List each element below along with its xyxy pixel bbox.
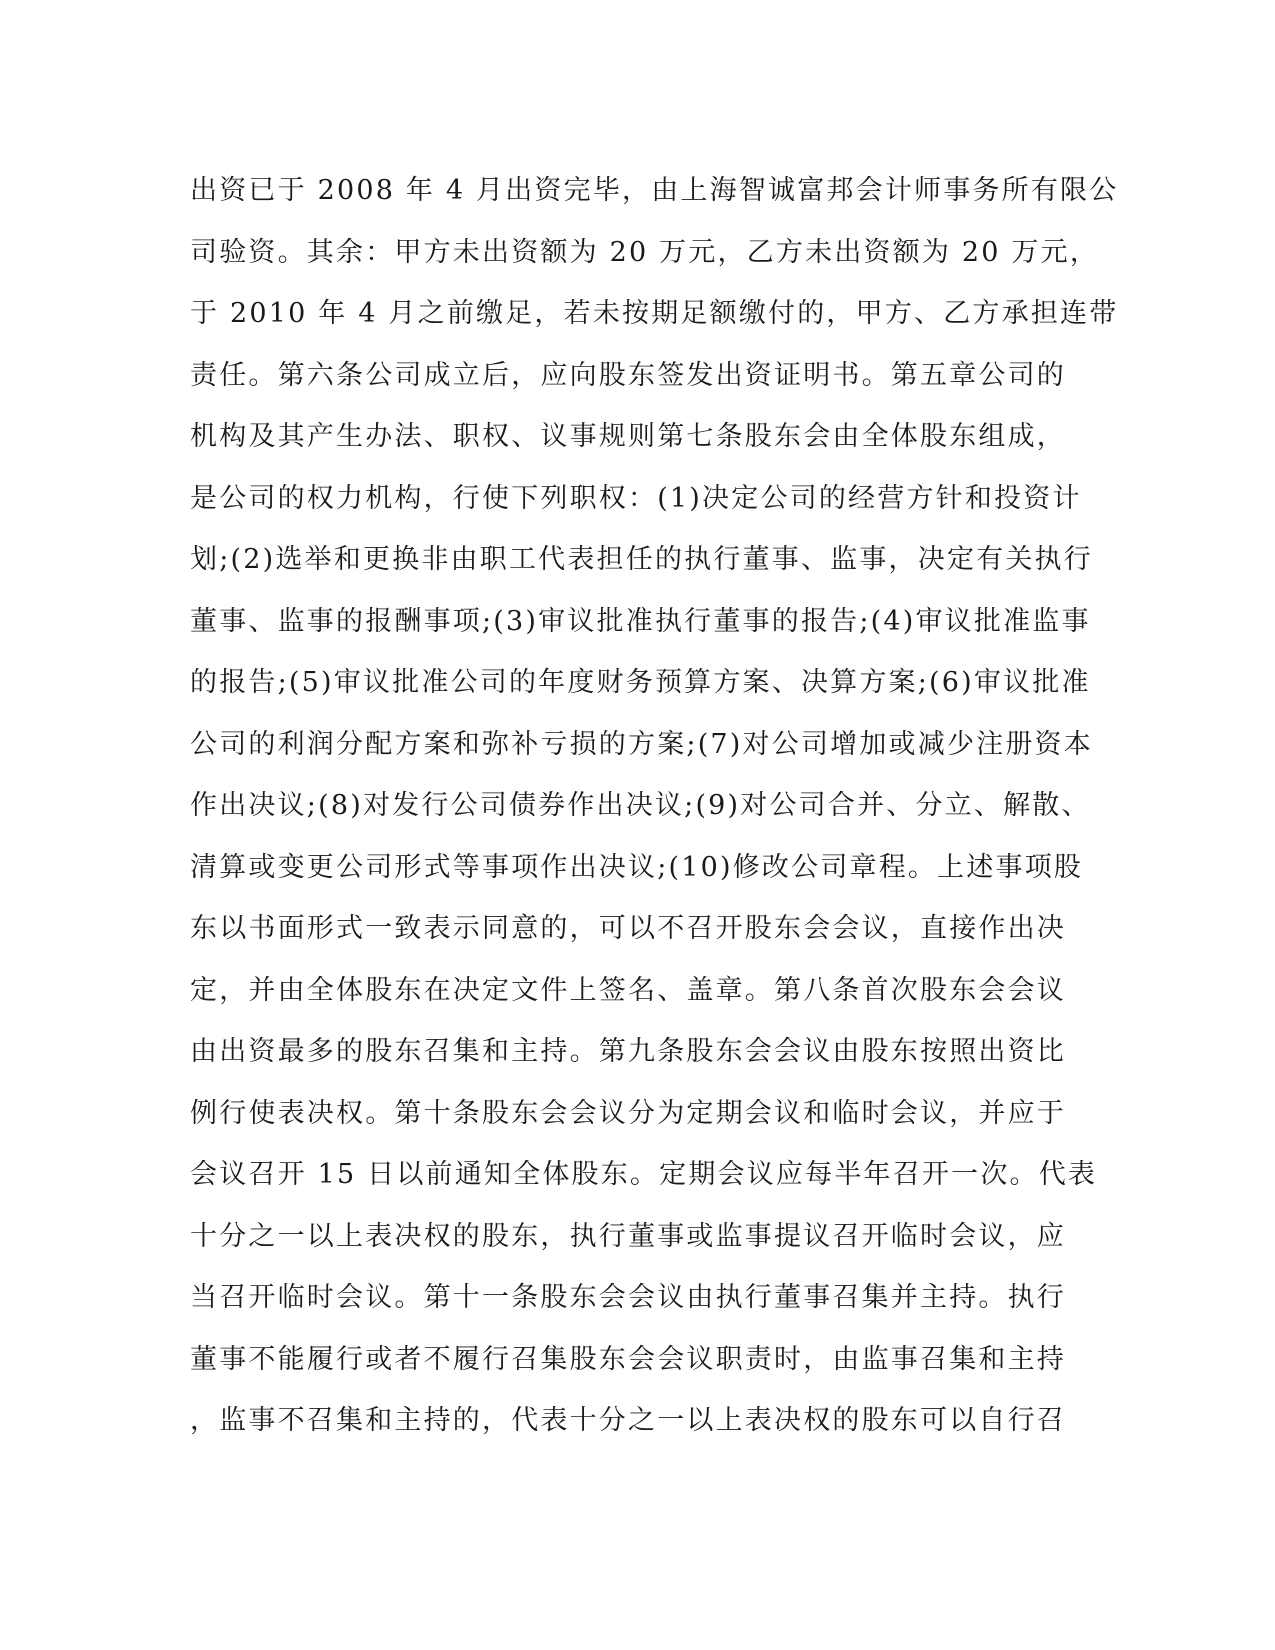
body-text (190, 160, 1119, 1452)
text-line: 会议召开 15 日以前通知全体股东。定期会议应每半年召开一次。代表 (190, 1159, 1098, 1190)
text-line: 司验资。其余：甲方未出资额为 20 万元，乙方未出资额为 20 万元， (190, 236, 1100, 268)
text-line: 由出资最多的股东召集和主持。第九条股东会会议由股东按照出资比 (190, 1036, 1066, 1067)
text-line: 公司的利润分配方案和弥补亏损的方案;(7)对公司增加或减少注册资本 (190, 728, 1093, 760)
text-line: 清算或变更公司形式等事项作出决议;(10)修改公司章程。上述事项股 (190, 851, 1084, 883)
text-line: 董事、监事的报酬事项;(3)审议批准执行董事的报告;(4)审议批准监事 (190, 605, 1091, 637)
text-line: 是公司的权力机构，行使下列职权：(1)决定公司的经营方针和投资计 (190, 482, 1082, 514)
text-line: 出资已于 2008 年 4 月出资完毕，由上海智诚富邦会计师事务所有限公 (190, 175, 1119, 206)
text-line: 例行使表决权。第十条股东会会议分为定期会议和临时会议，并应于 (190, 1097, 1066, 1129)
text-line: 作出决议;(8)对发行公司债券作出决议;(9)对公司合并、分立、解散、 (190, 790, 1091, 821)
text-line: 定，并由全体股东在决定文件上签名、盖章。第八条首次股东会会议 (190, 974, 1066, 1006)
text-line: 划;(2)选举和更换非由职工代表担任的执行董事、监事，决定有关执行 (190, 544, 1093, 575)
text-line: 责任。第六条公司成立后，应向股东签发出资证明书。第五章公司的 (190, 359, 1066, 391)
text-line: 于 2010 年 4 月之前缴足，若未按期足额缴付的，甲方、乙方承担连带 (190, 298, 1119, 329)
text-line: 的报告;(5)审议批准公司的年度财务预算方案、决算方案;(6)审议批准 (190, 667, 1091, 698)
text-line: 董事不能履行或者不履行召集股东会会议职责时，由监事召集和主持 (190, 1343, 1066, 1375)
text-line: 东以书面形式一致表示同意的，可以不召开股东会会议，直接作出决 (190, 913, 1066, 944)
text-line: ，监事不召集和主持的，代表十分之一以上表决权的股东可以自行召 (190, 1405, 1066, 1436)
text-line: 当召开临时会议。第十一条股东会会议由执行董事召集并主持。执行 (190, 1282, 1066, 1313)
text-line: 十分之一以上表决权的股东，执行董事或监事提议召开临时会议，应 (190, 1220, 1066, 1252)
text-line: 机构及其产生办法、职权、议事规则第七条股东会由全体股东组成， (190, 421, 1066, 452)
